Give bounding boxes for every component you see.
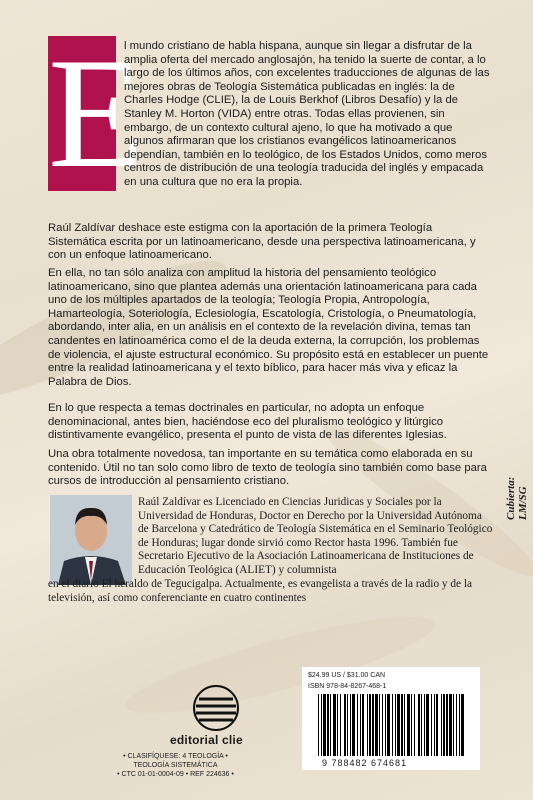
publisher-name: editorial clie: [170, 733, 243, 747]
cover-credit: Cubierta: LM/SG: [505, 476, 529, 520]
paragraph-3: En ella, no tan sólo analiza con amplitud la historia del pensamiento teológico latinoamericano, sino que plantea además una orientación latinoamericana para cada uno de los múltiples apartados de la teología; Teología Propia, Antropología, Hamarteología, Soteriología, Eclesiología, Escatología, Cristología, o Pneumatología, abordando, inter alia, en un análisis en el contexto de la revelación divina, temas tan candentes en latinoamérica como el de la deuda externa, la corrupción, los problemas de violencia, el ajuste estructural económico. Su propósito está en establecer un puente entre la realidad latinoamericana y el texto bíblico, para hacer más viva y eficaz la Palabra de Dios.: [48, 267, 489, 388]
classification-line-2: TEOLOGÍA SISTEMÁTICA: [133, 762, 218, 769]
author-bio-continued: en el diario El heraldo de Tegucigalpa. Actualmente, es evangelista a través de la radio y de la televisión, así como conferenciante en cuatro continentes: [48, 578, 473, 604]
classification: [88, 752, 263, 779]
price: $24.99 US / $31.00 CAN: [308, 672, 386, 679]
barcode-icon: [316, 694, 466, 756]
barcode-box: [302, 667, 480, 770]
author-bio: Raúl Zaldívar es Licenciado en Ciencias Juridicas y Sociales por la Universidad de Honduras, Doctor en Derecho por la Universidad Autónoma de Barcelona y Catedrático de Teología Sistemática en el Seminario Teológico de Honduras; lugar donde sirvió como Rector hasta 1996. También fue Secretario Ejecutivo de la Asociación Latinoamericana de Instituciones de Educación Teológica (ALIET) y columnista: [138, 496, 493, 576]
classification-line-1: • CLASIFÍQUESE: 4 TEOLOGÍA •: [123, 753, 228, 760]
classification-line-3: • CTC 01-01-0004-09 • REF 224636 •: [117, 771, 234, 778]
paragraph-4: En lo que respecta a temas doctrinales en particular, no adopta un enfoque denominacional, antes bien, haciéndose eco del pluralismo teológico y litúrgico distintivamente evangélico, presenta el punto de vista de las diferentes Iglesias.: [48, 402, 447, 442]
barcode-number: 9 788482 674681: [322, 758, 408, 768]
paragraph-1: l mundo cristiano de habla hispana, aunque sin llegar a disfrutar de la amplia oferta del mercado anglosajón, ha tenido la suerte de contar, a lo largo de los últimos años, con excelentes traducciones de algunas de las mejores obras de Teología Sistemática publicadas en inglés: la de Charles Hodge (CLIE), la de Louis Berkhof (Libros Desafío) y la de Stanley M. Horton (VIDA) entre otras. Todas ellas provienen, sin embargo, de un contexto cultural ajeno, lo que ha motivado a que algunos afirmaran que los cristianos evangélicos latinoamericanos dependían, también en lo teológico, de los Estados Unidos, como meros centros de distribución de una teología traducida del inglés y empacada en una cultura que no era la propia.: [124, 40, 490, 188]
publisher-logo-icon: [187, 683, 245, 733]
paragraph-5: Una obra totalmente novedosa, tan importante en su temática como elaborada en su contenido. Útil no tan solo como libro de texto de teología sino también como base para cursos de introducción al pensamiento cristiano.: [48, 448, 487, 488]
isbn: ISBN 978-84-8267-468-1: [308, 683, 387, 690]
paragraph-2: Raúl Zaldívar deshace este estigma con la aportación de la primera Teología Sistemática escrita por un latinoamericano, desde una perspectiva latinoamericana, y con un enfoque latinoamericano.: [48, 222, 476, 262]
author-photo: [50, 495, 132, 585]
drop-cap: E: [48, 26, 145, 201]
